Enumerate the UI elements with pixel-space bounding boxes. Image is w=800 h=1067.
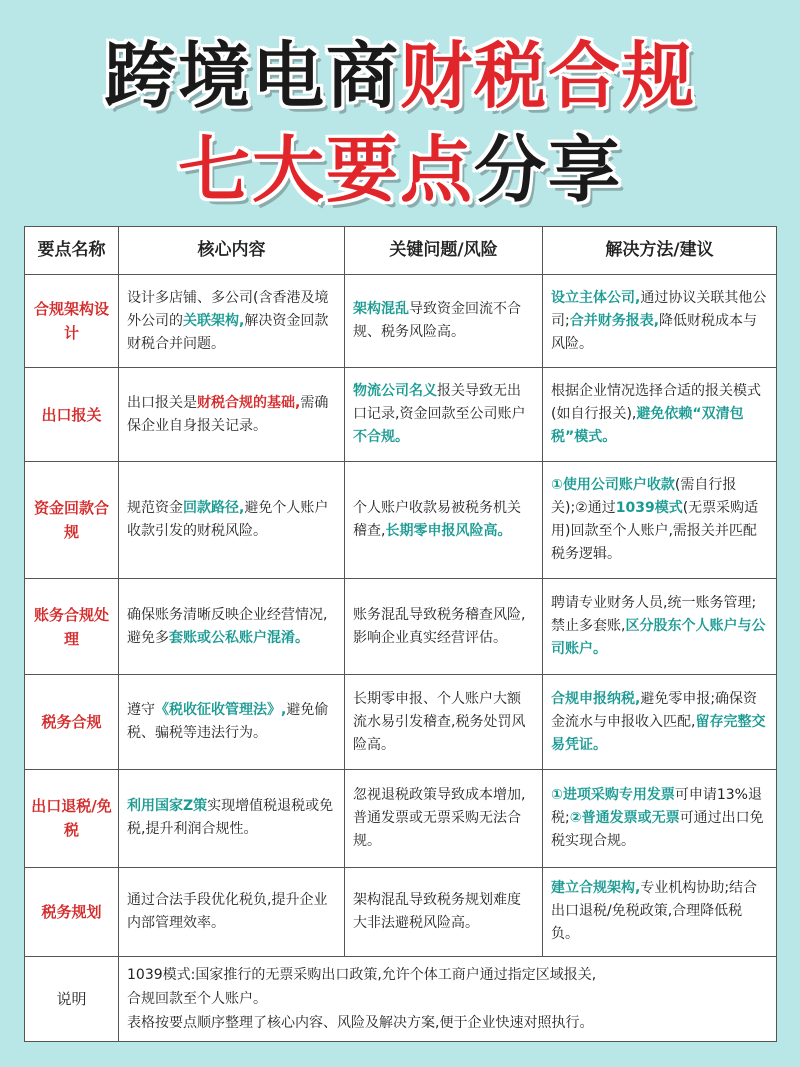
header-risk: 关键问题/风险 xyxy=(345,227,543,275)
row-solution xyxy=(543,368,777,461)
row-core xyxy=(119,368,345,461)
highlight-text: 合规申报纳税, xyxy=(551,690,641,707)
plain-text: 需确保企业自身报关记录。 xyxy=(127,394,329,434)
row-core xyxy=(119,674,345,769)
plain-text: (需自行报关);②通过 xyxy=(551,477,737,517)
highlight-text: 架构混乱 xyxy=(353,301,409,318)
highlight-text: 合并财务报表, xyxy=(569,312,660,329)
highlight-text: 建立合规架构, xyxy=(551,880,641,897)
highlight-text: 长期零申报风险高。 xyxy=(385,523,512,540)
row-risk xyxy=(345,461,543,579)
title-dark-part: 跨境电商 xyxy=(103,34,400,118)
row-solution xyxy=(543,674,777,769)
plain-text: 确保账务清晰反映企业经营情况,避免多 xyxy=(127,606,328,646)
plain-text: 避免零申报;确保资金流水与申报收入匹配, xyxy=(551,690,758,730)
plain-text: 个人账户收款易被税务机关稽查, xyxy=(353,500,521,540)
title-dark-part: 分享 xyxy=(474,128,623,212)
plain-text: 通过协议关联其他公司; xyxy=(551,289,767,329)
table-row xyxy=(25,275,777,368)
highlight-text: 套账或公私账户混淆。 xyxy=(169,629,309,646)
row-risk xyxy=(345,867,543,956)
highlight-text: 区分股东个人账户与公司账户。 xyxy=(551,618,766,658)
note-line: 1039模式:国家推行的无票采购出口政策,允许个体工商户通过指定区域报关, xyxy=(127,967,597,983)
compliance-table xyxy=(24,226,777,1042)
row-name: 税务规划 xyxy=(25,867,119,956)
plain-text: 架构混乱导致税务规划难度大非法避税风险高。 xyxy=(353,891,521,931)
row-risk xyxy=(345,579,543,674)
plain-text: 通过合法手段优化税负,提升企业内部管理效率。 xyxy=(127,891,328,931)
highlight-text: ②普通发票或无票 xyxy=(569,809,680,826)
highlight-text: 财税合规的基础, xyxy=(197,394,301,411)
row-name: 账务合规处理 xyxy=(25,579,119,674)
highlight-text: ①使用公司账户收款 xyxy=(551,477,675,494)
title-red-part: 七大要点 xyxy=(177,128,474,212)
table-header-row xyxy=(25,227,777,275)
highlight-text: ①进项采购专用发票 xyxy=(551,786,675,803)
highlight-text: 避免依赖“双清包税”模式。 xyxy=(551,406,744,446)
highlight-text: 物流公司名义 xyxy=(353,383,437,400)
plain-text: 避免偷税、骗税等违法行为。 xyxy=(127,702,329,742)
row-core xyxy=(119,770,345,867)
plain-text: 规范资金 xyxy=(127,500,183,517)
header-core: 核心内容 xyxy=(119,227,345,275)
row-core xyxy=(119,275,345,368)
plain-text: 降低财税成本与风险。 xyxy=(551,312,758,352)
row-solution xyxy=(543,461,777,579)
highlight-text: 利用国家Z策 xyxy=(127,798,208,815)
row-solution xyxy=(543,579,777,674)
plain-text: 出口报关是 xyxy=(127,394,197,411)
row-core xyxy=(119,579,345,674)
table-row xyxy=(25,579,777,674)
plain-text: (无票采购适用)回款至个人账户,需报关并匹配税务逻辑。 xyxy=(551,500,759,563)
header-solution: 解决方法/建议 xyxy=(543,227,777,275)
plain-text: 解决资金回款财税合并问题。 xyxy=(127,312,329,352)
plain-text: 根据企业情况选择合适的报关模式(如自行报关), xyxy=(551,383,761,423)
row-core xyxy=(119,867,345,956)
table-row xyxy=(25,368,777,461)
plain-text: 实现增值税退税或免税,提升利润合规性。 xyxy=(127,798,334,838)
title-line-2 xyxy=(0,130,800,210)
highlight-text: 设立主体公司, xyxy=(551,289,641,306)
table-body xyxy=(25,275,777,957)
header-name: 要点名称 xyxy=(25,227,119,275)
table-row xyxy=(25,461,777,579)
note-label: 说明 xyxy=(25,957,119,1042)
plain-text: 可申请13%退税; xyxy=(551,786,762,826)
highlight-text: 《税收征收管理法》, xyxy=(155,702,287,719)
title-line-1 xyxy=(0,36,800,116)
plain-text: 遵守 xyxy=(127,702,155,719)
highlight-text: 不合规。 xyxy=(353,429,409,446)
plain-text: 聘请专业财务人员,统一账务管理;禁止多套账, xyxy=(551,595,757,635)
row-name: 出口报关 xyxy=(25,368,119,461)
plain-text: 设计多店铺、多公司(含香港及境外公司的 xyxy=(127,289,329,329)
note-content xyxy=(119,957,777,1042)
plain-text: 忽视退税政策导致成本增加,普通发票或无票采购无法合规。 xyxy=(353,786,526,849)
table-row xyxy=(25,770,777,867)
plain-text: 长期零申报、个人账户大额流水易引发稽查,税务处罚风险高。 xyxy=(353,690,526,753)
row-core xyxy=(119,461,345,579)
highlight-text: 1039模式 xyxy=(615,500,683,517)
row-risk xyxy=(345,770,543,867)
note-line: 表格按要点顺序整理了核心内容、风险及解决方案,便于企业快速对照执行。 xyxy=(127,1015,594,1031)
highlight-text: 关联架构, xyxy=(183,312,245,329)
row-name: 税务合规 xyxy=(25,674,119,769)
plain-text: 专业机构协助;结合出口退税/免税政策,合理降低税负。 xyxy=(551,880,758,943)
row-name: 出口退税/免税 xyxy=(25,770,119,867)
note-line: 合规回款至个人账户。 xyxy=(127,991,267,1007)
highlight-text: 回款路径, xyxy=(183,500,245,517)
title-red-part: 财税合规 xyxy=(400,34,697,118)
plain-text: 报关导致无出口记录,资金回款至公司账户 xyxy=(353,383,526,423)
row-risk xyxy=(345,275,543,368)
row-solution xyxy=(543,770,777,867)
note-row xyxy=(25,957,777,1042)
row-solution xyxy=(543,275,777,368)
plain-text: 可通过出口免税实现合规。 xyxy=(551,809,764,849)
row-risk xyxy=(345,368,543,461)
row-name: 资金回款合规 xyxy=(25,461,119,579)
row-risk xyxy=(345,674,543,769)
plain-text: 账务混乱导致税务稽查风险,影响企业真实经营评估。 xyxy=(353,606,526,646)
highlight-text: 留存完整交易凭证。 xyxy=(551,713,766,753)
table-row xyxy=(25,674,777,769)
plain-text: 避免个人账户收款引发的财税风险。 xyxy=(127,500,329,540)
plain-text: 导致资金回流不合规、税务风险高。 xyxy=(353,301,521,341)
table-row xyxy=(25,867,777,956)
row-name: 合规架构设计 xyxy=(25,275,119,368)
row-solution xyxy=(543,867,777,956)
